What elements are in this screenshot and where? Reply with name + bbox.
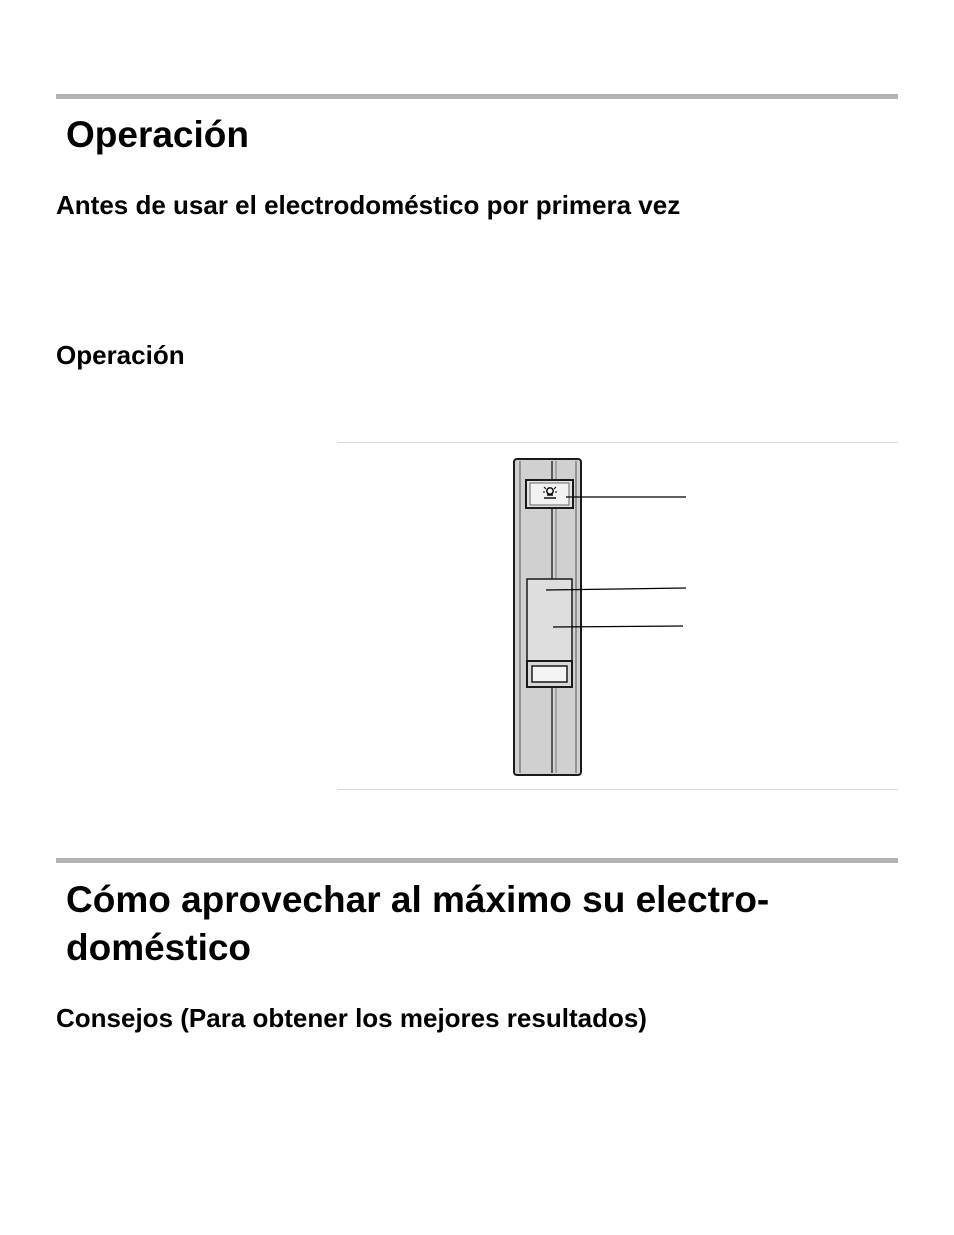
subheading-operacion: Operación (56, 340, 185, 370)
section-rule-top (56, 94, 898, 99)
subheading-consejos: Consejos (Para obtener los mejores resultados) (56, 1003, 647, 1033)
section-title-como-aprovechar-line1: Cómo aprovechar al máximo su electro- (66, 879, 770, 920)
section-title-como-aprovechar-line2: doméstico (66, 927, 252, 968)
section-rule-middle (56, 858, 898, 863)
control-panel-figure (337, 443, 898, 790)
subheading-antes-de-usar: Antes de usar el electrodoméstico por primera vez (56, 190, 681, 220)
section-title-operacion: Operación (66, 114, 249, 155)
control-panel-drawing (337, 443, 898, 790)
figure-rule-bottom (337, 789, 898, 790)
